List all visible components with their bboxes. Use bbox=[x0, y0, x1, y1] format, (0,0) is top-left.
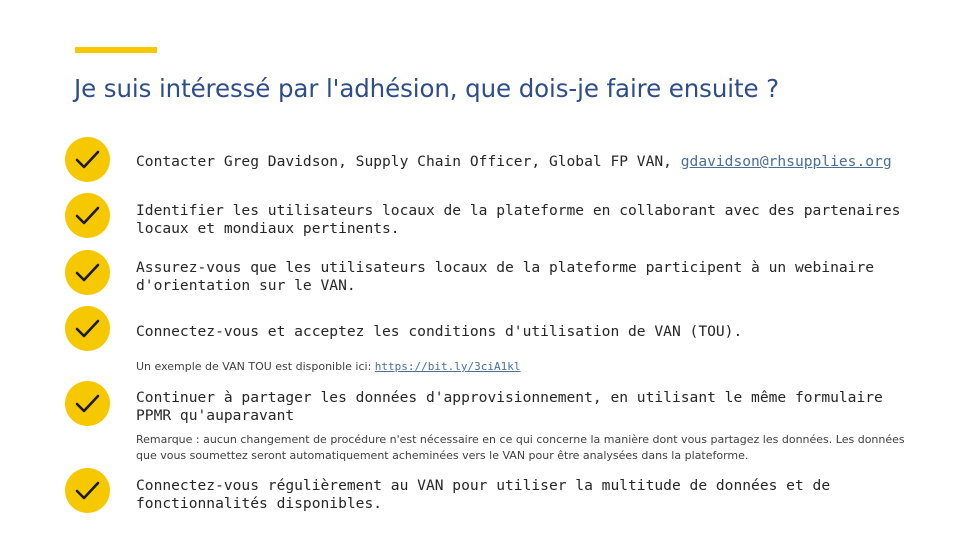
list-item bbox=[136, 202, 926, 238]
checkmark-icon bbox=[65, 468, 110, 513]
list-item bbox=[136, 323, 926, 341]
list-item-text: Contacter Greg Davidson, Supply Chain Officer, Global FP VAN, bbox=[136, 153, 681, 170]
accent-bar bbox=[75, 47, 157, 53]
list-item-text: Continuer à partager les données d'approvisionnement, en utilisant le même formulaire PPMR qu'auparavant bbox=[136, 389, 883, 424]
slide-title: Je suis intéressé par l'adhésion, que dois-je faire ensuite ? bbox=[74, 74, 780, 103]
checkmark-icon bbox=[65, 306, 110, 351]
note-text: Un exemple de VAN TOU est disponible ici: bbox=[136, 360, 375, 373]
list-item bbox=[136, 389, 926, 425]
list-item-text: Identifier les utilisateurs locaux de la plateforme en collaborant avec des partenaires locaux et mondiaux pertinents. bbox=[136, 202, 901, 237]
list-item-text: Connectez-vous régulièrement au VAN pour utiliser la multitude de données et de fonctionnalités disponibles. bbox=[136, 477, 831, 512]
email-link[interactable]: gdavidson@rhsupplies.org bbox=[680, 153, 892, 170]
list-item-text: Assurez-vous que les utilisateurs locaux de la plateforme participent à un webinaire d'orientation sur le VAN. bbox=[136, 259, 875, 294]
checkmark-icon bbox=[65, 193, 110, 238]
tou-example-note bbox=[136, 359, 906, 375]
list-item bbox=[136, 153, 926, 171]
tou-link[interactable]: https://bit.ly/3ciA1kl bbox=[374, 360, 521, 373]
checkmark-icon bbox=[65, 250, 110, 295]
checkmark-icon bbox=[65, 381, 110, 426]
list-item-text: Connectez-vous et acceptez les conditions d'utilisation de VAN (TOU). bbox=[136, 323, 743, 340]
list-item bbox=[136, 259, 926, 295]
checkmark-icon bbox=[65, 137, 110, 182]
note-text: Remarque : aucun changement de procédure n'est nécessaire en ce qui concerne la manière dont vous partagez les données. Les données que vous soumettez seront automatiquement acheminées vers le VAN pour être analysées dans la plateforme. bbox=[136, 433, 905, 462]
list-item bbox=[136, 477, 926, 513]
remark-note bbox=[136, 432, 906, 464]
